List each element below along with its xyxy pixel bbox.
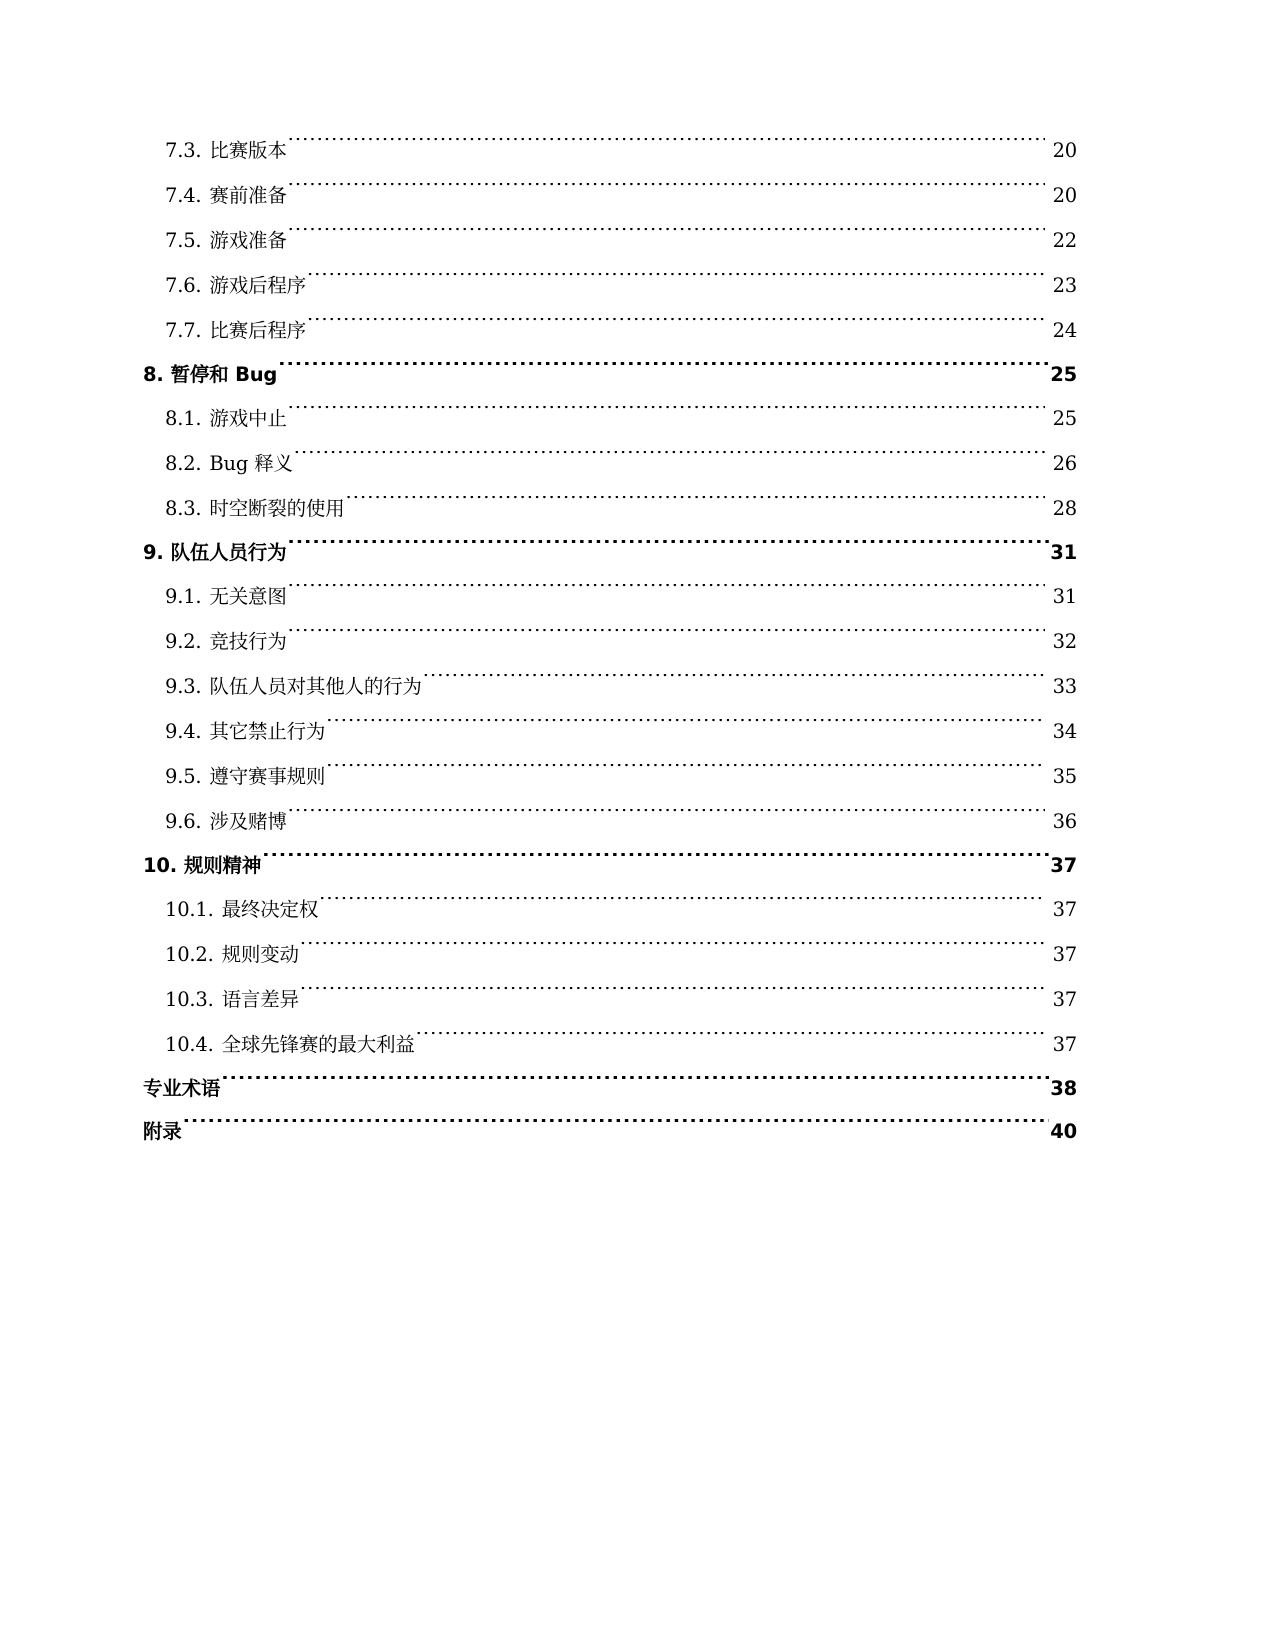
toc-entry-page-number: 31 [1052,585,1077,608]
toc-entry-number: 7.3. [165,139,202,162]
toc-entry-number: 8.1. [165,407,202,430]
toc-entry-page-number: 34 [1052,720,1077,743]
toc-entry-page-number: 40 [1050,1120,1077,1143]
toc-entry-label: 全球先锋赛的最大利益 [221,1033,415,1056]
toc-entry-page-number: 23 [1052,274,1077,297]
toc-entry-number: 7.4. [165,184,202,207]
toc-dot-leader [288,584,1045,604]
toc-entry[interactable] [0,709,1275,754]
toc-entry[interactable] [0,486,1275,531]
toc-entry[interactable] [0,531,1275,574]
toc-entry[interactable] [0,664,1275,709]
toc-entry-number: 10.3. [165,988,214,1011]
toc-entry[interactable] [0,353,1275,396]
toc-dot-leader [278,362,1049,382]
toc-entry-number: 9.3. [165,675,202,698]
toc-dot-leader [300,987,1045,1007]
toc-entry[interactable] [0,574,1275,619]
toc-entry-number: 10. [143,854,177,877]
toc-dot-leader [288,629,1045,649]
toc-entry-label: 遵守赛事规则 [209,765,326,788]
toc-entry-label: 无关意图 [209,585,287,608]
toc-entry-page-number: 28 [1052,497,1077,520]
toc-entry-page-number: 33 [1052,675,1077,698]
toc-dot-leader [288,228,1045,248]
toc-dot-leader [288,138,1045,158]
toc-entry-label: 游戏准备 [209,229,287,252]
toc-entry-label: 附录 [143,1120,182,1143]
toc-entry[interactable] [0,1110,1275,1153]
toc-entry-page-number: 37 [1050,854,1077,877]
toc-entry-number: 8.2. [165,452,202,475]
toc-entry-label: 赛前准备 [209,184,287,207]
toc-dot-leader [221,1076,1049,1096]
toc-entry[interactable] [0,1022,1275,1067]
toc-entry-label: 规则变动 [221,943,299,966]
toc-entry-label: 最终决定权 [221,898,319,921]
toc-dot-leader [294,451,1045,471]
toc-entry[interactable] [0,799,1275,844]
toc-dot-leader [288,809,1045,829]
toc-entry-number: 9.4. [165,720,202,743]
toc-dot-leader [326,764,1044,784]
toc-dot-leader [287,540,1049,560]
toc-entry-label: 暂停和 Bug [170,363,278,386]
toc-entry-label: 游戏中止 [209,407,287,430]
toc-entry-number: 7.6. [165,274,202,297]
toc-entry[interactable] [0,932,1275,977]
toc-entry-page-number: 26 [1052,452,1077,475]
toc-dot-leader [319,897,1044,917]
toc-dot-leader [288,183,1045,203]
toc-entry-label: 竞技行为 [209,630,287,653]
toc-entry-number: 10.2. [165,943,214,966]
toc-entry-label: 时空断裂的使用 [209,497,345,520]
toc-entry-label: 涉及赌博 [209,810,287,833]
toc-entry-page-number: 38 [1050,1077,1077,1100]
toc-entry-page-number: 20 [1052,184,1077,207]
toc-entry-page-number: 36 [1052,810,1077,833]
toc-entry-page-number: 37 [1052,1033,1077,1056]
toc-entry-number: 7.5. [165,229,202,252]
toc-entry-number: 9.1. [165,585,202,608]
toc-entry[interactable] [0,619,1275,664]
toc-entry-page-number: 32 [1052,630,1077,653]
toc-entry[interactable] [0,754,1275,799]
toc-entry-label: 比赛后程序 [209,319,306,342]
toc-entry-number: 7.7. [165,319,202,342]
toc-entry-label: 专业术语 [143,1077,221,1100]
toc-entry-page-number: 37 [1052,943,1077,966]
toc-entry-page-number: 20 [1052,139,1077,162]
toc-entry-label: 队伍人员对其他人的行为 [209,675,422,698]
toc-entry-page-number: 24 [1052,319,1077,342]
table-of-contents [0,128,1275,1153]
toc-entry[interactable] [0,1067,1275,1110]
toc-entry-number: 10.4. [165,1033,214,1056]
toc-entry[interactable] [0,977,1275,1022]
toc-entry-number: 9.5. [165,765,202,788]
toc-entry-label: 语言差异 [221,988,299,1011]
toc-entry-number: 9.2. [165,630,202,653]
toc-entry-page-number: 35 [1052,765,1077,788]
toc-entry-page-number: 31 [1050,541,1077,564]
toc-entry-label: 其它禁止行为 [209,720,326,743]
toc-dot-leader [300,942,1045,962]
toc-entry[interactable] [0,218,1275,263]
toc-dot-leader [346,496,1045,516]
toc-entry[interactable] [0,844,1275,887]
toc-entry-page-number: 37 [1052,898,1077,921]
toc-entry-page-number: 25 [1050,363,1077,386]
toc-dot-leader [326,719,1044,739]
toc-entry-label: 比赛版本 [209,139,287,162]
toc-entry-page-number: 37 [1052,988,1077,1011]
toc-entry[interactable] [0,263,1275,308]
toc-entry-label: Bug 释义 [209,452,293,475]
toc-dot-leader [183,1119,1050,1139]
toc-entry[interactable] [0,308,1275,353]
toc-dot-leader [416,1032,1045,1052]
toc-entry-number: 8. [143,363,164,386]
toc-entry[interactable] [0,441,1275,486]
toc-dot-leader [307,318,1045,338]
toc-entry-number: 10.1. [165,898,214,921]
toc-entry-number: 8.3. [165,497,202,520]
toc-dot-leader [262,853,1049,873]
toc-entry-number: 9. [143,541,164,564]
toc-entry-label: 队伍人员行为 [170,541,287,564]
toc-entry-label: 游戏后程序 [209,274,306,297]
toc-dot-leader [307,273,1045,293]
toc-entry-number: 9.6. [165,810,202,833]
toc-entry-page-number: 25 [1052,407,1077,430]
toc-entry[interactable] [0,128,1275,173]
toc-dot-leader [288,406,1045,426]
toc-entry[interactable] [0,887,1275,932]
toc-entry-page-number: 22 [1052,229,1077,252]
toc-entry-label: 规则精神 [183,854,262,877]
toc-entry[interactable] [0,396,1275,441]
toc-dot-leader [423,674,1045,694]
toc-entry[interactable] [0,173,1275,218]
